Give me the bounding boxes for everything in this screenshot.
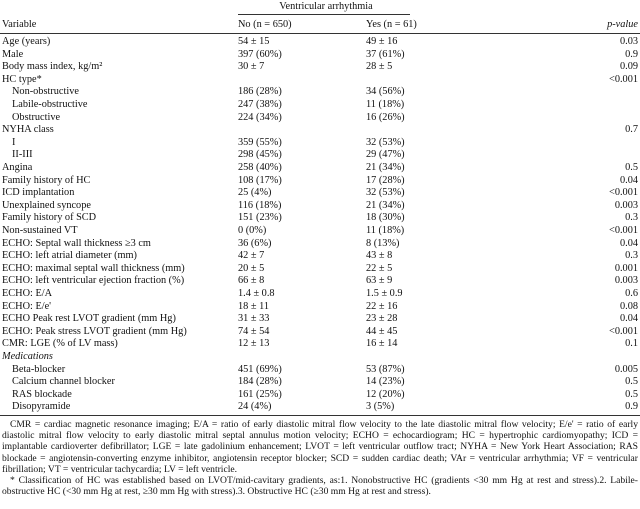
no-cell: 224 (34%) [238, 111, 282, 123]
table-row [0, 288, 640, 301]
pvalue-cell: 0.5 [625, 388, 638, 400]
pvalue-cell: 0.04 [619, 174, 638, 186]
yes-cell: 14 (23%) [366, 376, 405, 388]
yes-cell: 63 ± 9 [366, 275, 393, 287]
abbreviations-note: CMR = cardiac magnetic resonance imaging; E/A = ratio of early diastolic mitral flow velocity to the late diastolic mitral flow velocity; E/e' = ratio of early diastolic mitral flow velocity to early diastolic mitral septal annulus motion velocity; ECHO = echocardiogram; HC = hypertrophic cardiomyopathy; ICD = implantable cardioverter defibrillator; LGE = late gadolinium enhancement; LVOT = left ventricular outflow tract; NYHA = New York Heart Association; RAS blockade = angiotensin-converting enzyme inhibitor, angiotensin receptor blocker; SCD = sudden cardiac death; VAr = ventricular arrhythmia; VF = ventricular fibrillation; VT = ventricular tachycardia; LV = left ventricle. [2, 419, 638, 475]
table-row [0, 149, 640, 162]
yes-cell: 44 ± 45 [366, 325, 398, 337]
yes-cell: 49 ± 16 [366, 36, 398, 47]
pvalue-cell: 0.04 [619, 313, 638, 325]
variable-cell: RAS blockade [12, 388, 72, 400]
variable-cell: Family history of SCD [2, 212, 97, 224]
no-cell: 186 (28%) [238, 86, 282, 98]
variable-cell: ECHO Peak rest LVOT gradient (mm Hg) [2, 313, 176, 325]
pvalue-cell: 0.5 [625, 162, 638, 173]
table-row [0, 36, 640, 49]
yes-cell: 22 ± 5 [366, 262, 393, 274]
variable-cell: ECHO: Peak stress LVOT gradient (mm Hg) [2, 325, 187, 337]
no-cell: 36 (6%) [238, 237, 272, 249]
table-row [0, 137, 640, 150]
pvalue-cell: 0.7 [625, 124, 638, 136]
table-row [0, 74, 640, 87]
variable-cell: Medications [2, 351, 53, 362]
variable-cell: Non-obstructive [12, 86, 79, 98]
table-row [0, 175, 640, 188]
variable-cell: Unexplained syncope [2, 199, 91, 211]
pvalue-cell: 0.09 [619, 61, 638, 73]
no-cell: 298 (45%) [238, 149, 282, 161]
no-cell: 161 (25%) [238, 388, 282, 400]
variable-cell: Age (years) [2, 36, 51, 47]
table-row [0, 275, 640, 288]
table-row [0, 225, 640, 238]
no-cell: 12 ± 13 [238, 338, 270, 350]
table-row [0, 212, 640, 225]
no-cell: 359 (55%) [238, 136, 282, 148]
hc-type-footnote: * Classification of HC was established based on LVOT/mid-cavitary gradients, as:1. Nonobstructive HC (gradients <30 mm Hg at rest and stress).2. Labile-obstructive HC (<30 mm Hg at rest, ≥30 mm Hg with stress).3. Obstructive HC (≥30 mm Hg at rest and stress). [2, 475, 638, 498]
table-row [0, 86, 640, 99]
table-row [0, 376, 640, 389]
variable-cell: Disopyramide [12, 401, 71, 413]
pvalue-cell: <0.001 [609, 187, 638, 199]
table-header-row [0, 18, 640, 31]
variable-cell: Non-sustained VT [2, 225, 78, 236]
table-row [0, 389, 640, 402]
yes-cell: 11 (18%) [366, 225, 405, 236]
col-variable: Variable [2, 19, 37, 30]
pvalue-cell: 0.3 [625, 212, 638, 224]
variable-cell: Angina [2, 162, 33, 173]
variable-cell: ECHO: E/e' [2, 300, 52, 312]
yes-cell: 16 (26%) [366, 111, 405, 123]
variable-cell: Calcium channel blocker [12, 376, 115, 388]
pvalue-cell: 0.001 [614, 262, 638, 274]
yes-cell: 17 (28%) [366, 174, 405, 186]
variable-cell: ICD implantation [2, 187, 75, 199]
pvalue-cell: <0.001 [609, 325, 638, 337]
variable-cell: ECHO: E/A [2, 288, 53, 299]
pvalue-cell: 0.04 [619, 237, 638, 249]
no-cell: 184 (28%) [238, 376, 282, 388]
yes-cell: 1.5 ± 0.9 [366, 288, 403, 299]
yes-cell: 16 ± 14 [366, 338, 398, 350]
variable-cell: Male [2, 48, 24, 60]
table-row [0, 351, 640, 364]
table-row [0, 112, 640, 125]
variable-cell: II-III [12, 149, 33, 161]
table-row [0, 187, 640, 200]
pvalue-cell: 0.003 [614, 199, 638, 211]
col-pvalue: p-value [607, 19, 638, 30]
no-cell: 66 ± 8 [238, 275, 265, 287]
no-cell: 25 (4%) [238, 187, 272, 199]
yes-cell: 21 (34%) [366, 199, 405, 211]
table-row [0, 326, 640, 339]
yes-cell: 22 ± 16 [366, 300, 398, 312]
pvalue-cell: 0.5 [625, 376, 638, 388]
variable-cell: Labile-obstructive [12, 99, 88, 110]
header-rule [0, 33, 640, 34]
yes-cell: 29 (47%) [366, 149, 405, 161]
col-no: No (n = 650) [238, 19, 292, 30]
table-row [0, 301, 640, 314]
variable-cell: ECHO: Septal wall thickness ≥3 cm [2, 237, 151, 249]
no-cell: 116 (18%) [238, 199, 282, 211]
no-cell: 74 ± 54 [238, 325, 270, 337]
yes-cell: 21 (34%) [366, 162, 405, 173]
pvalue-cell: 0.3 [625, 250, 638, 262]
table-row [0, 200, 640, 213]
pvalue-cell: 0.005 [614, 363, 638, 375]
no-cell: 42 ± 7 [238, 250, 265, 262]
yes-cell: 53 (87%) [366, 363, 405, 375]
variable-cell: Beta-blocker [12, 363, 66, 375]
table-row [0, 263, 640, 276]
pvalue-cell: <0.001 [609, 225, 638, 236]
no-cell: 247 (38%) [238, 99, 282, 110]
table-row [0, 338, 640, 351]
group-header: Ventricular arrhythmia [279, 1, 373, 12]
table-row [0, 162, 640, 175]
yes-cell: 12 (20%) [366, 388, 405, 400]
group-header-rule [238, 14, 410, 15]
variable-cell: Body mass index, kg/m² [2, 61, 103, 73]
table-row [0, 61, 640, 74]
variable-cell: CMR: LGE (% of LV mass) [2, 338, 118, 350]
no-cell: 54 ± 15 [238, 36, 270, 47]
no-cell: 1.4 ± 0.8 [238, 288, 275, 299]
no-cell: 397 (60%) [238, 48, 282, 60]
no-cell: 20 ± 5 [238, 262, 265, 274]
no-cell: 0 (0%) [238, 225, 267, 236]
pvalue-cell: <0.001 [609, 73, 638, 85]
pvalue-cell: 0.003 [614, 275, 638, 287]
pvalue-cell: 0.6 [625, 288, 638, 299]
variable-cell: I [12, 136, 16, 148]
variable-cell: Family history of HC [2, 174, 91, 186]
variable-cell: ECHO: left atrial diameter (mm) [2, 250, 137, 262]
yes-cell: 11 (18%) [366, 99, 405, 110]
table-row [0, 401, 640, 414]
yes-cell: 3 (5%) [366, 401, 395, 413]
yes-cell: 32 (53%) [366, 136, 405, 148]
yes-cell: 32 (53%) [366, 187, 405, 199]
yes-cell: 37 (61%) [366, 48, 405, 60]
no-cell: 151 (23%) [238, 212, 282, 224]
yes-cell: 34 (56%) [366, 86, 405, 98]
no-cell: 31 ± 33 [238, 313, 270, 325]
yes-cell: 8 (13%) [366, 237, 400, 249]
col-yes: Yes (n = 61) [366, 19, 417, 30]
table-row [0, 124, 640, 137]
table-row [0, 250, 640, 263]
table-notes [2, 419, 638, 497]
no-cell: 108 (17%) [238, 174, 282, 186]
bottom-rule [0, 415, 640, 416]
table-row [0, 364, 640, 377]
variable-cell: NYHA class [2, 124, 54, 136]
variable-cell: HC type* [2, 73, 42, 85]
no-cell: 30 ± 7 [238, 61, 265, 73]
no-cell: 258 (40%) [238, 162, 282, 173]
pvalue-cell: 0.03 [619, 36, 638, 47]
yes-cell: 43 ± 8 [366, 250, 393, 262]
yes-cell: 28 ± 5 [366, 61, 393, 73]
table-row [0, 99, 640, 112]
table-row [0, 238, 640, 251]
no-cell: 18 ± 11 [238, 300, 270, 312]
table-row [0, 49, 640, 62]
pvalue-cell: 0.9 [625, 48, 638, 60]
variable-cell: Obstructive [12, 111, 61, 123]
pvalue-cell: 0.1 [625, 338, 638, 350]
pvalue-cell: 0.9 [625, 401, 638, 413]
yes-cell: 18 (30%) [366, 212, 405, 224]
no-cell: 451 (69%) [238, 363, 282, 375]
yes-cell: 23 ± 28 [366, 313, 398, 325]
variable-cell: ECHO: maximal septal wall thickness (mm) [2, 262, 185, 274]
pvalue-cell: 0.08 [619, 300, 638, 312]
no-cell: 24 (4%) [238, 401, 272, 413]
variable-cell: ECHO: left ventricular ejection fraction (%) [2, 275, 185, 287]
table-row [0, 313, 640, 326]
